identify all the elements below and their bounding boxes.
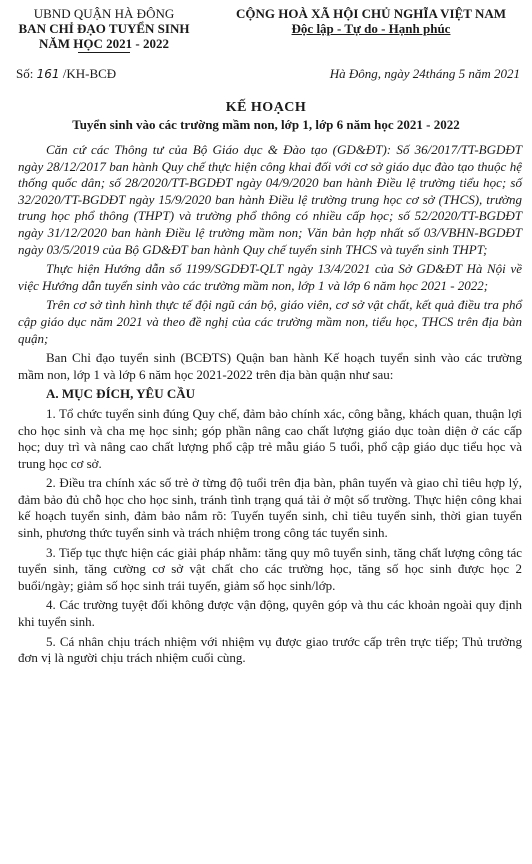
section-a-item: 1. Tổ chức tuyển sinh đúng Quy chế, đảm bảo chính xác, công bằng, khách quan, thuận lợi cho học sinh và cha mẹ học sinh; góp phần nâng cao chất lượng giáo dục toàn diện ở các cấp học; duy trì và nâng cao chất lượng phổ cập trẻ mẫu giáo 5 tuổi, phổ cập giáo dục tiểu học và trung học cơ sở. bbox=[18, 405, 522, 471]
date-day-handwritten: 24 bbox=[412, 66, 426, 81]
section-a-item: 4. Các trường tuyệt đối không được vận động, quyên góp và thu các khoản ngoài quy định khi tuyển sinh. bbox=[18, 597, 522, 630]
national-motto: Độc lập - Tự do - Hạnh phúc bbox=[291, 21, 451, 36]
doc-number-handwritten: 161 bbox=[36, 67, 60, 81]
section-a-heading: A. MỤC ĐÍCH, YÊU CẦU bbox=[46, 386, 196, 402]
document-subtitle: Tuyển sinh vào các trường mầm non, lớp 1, lớp 6 năm học 2021 - 2022 bbox=[72, 117, 460, 132]
section-a-item: 5. Cá nhân chịu trách nhiệm với nhiệm vụ được giao trước cấp trên trực tiếp; Thủ trưởng đơn vị là người chịu trách nhiệm cuối cùng. bbox=[18, 633, 522, 666]
issuing-authority bbox=[4, 6, 204, 53]
date-rest: tháng 5 năm 2021 bbox=[425, 66, 520, 81]
document-body bbox=[18, 142, 522, 670]
doc-number-prefix: Số: bbox=[16, 66, 34, 81]
section-a-item: 2. Điều tra chính xác số trẻ ở từng độ tuổi trên địa bàn, phân tuyến và giao chỉ tiêu hợp lý, đảm bảo đủ chỗ học cho học sinh, tránh tình trạng quá tải ở một số trường. Thực hiện công khai kế hoạch tuyển sinh, đảm bảo nắm rõ: Tuyến tuyển sinh, chỉ tiêu tuyển sinh, thời gian tuyển sinh, phương thức tuyển sinh và trách nhiệm trong công tác tuyển sinh. bbox=[18, 475, 522, 541]
intro-paragraph: Ban Chỉ đạo tuyển sinh (BCĐTS) Quận ban hành Kế hoạch tuyển sinh vào các trường mầm non, lớp 1 và lớp 6 năm học 2021-2022 trên địa bàn quận như sau: bbox=[18, 350, 522, 382]
national-header bbox=[210, 6, 532, 36]
doc-number-suffix: /KH-BCĐ bbox=[62, 66, 117, 81]
basis-paragraph: Thực hiện Hướng dẫn số 1199/SGDĐT-QLT ngày 13/4/2021 của Sở GD&ĐT Hà Nội về việc Hướng dẫn tuyển sinh vào các trường mầm non, lớp 1 và lớp 6 năm học 2021 - 2022; bbox=[18, 261, 522, 293]
basis-paragraph: Trên cơ sở tình hình thực tế đội ngũ cán bộ, giáo viên, cơ sở vật chất, kết quả điều tra phổ cập giáo dục năm 2021 và theo đề nghị của các trường mầm non, tiểu học, THCS trên địa bàn quận; bbox=[18, 297, 522, 346]
header-left-underline bbox=[78, 52, 130, 53]
date-place: Hà Đông, ngày bbox=[329, 66, 410, 81]
document-number bbox=[16, 66, 116, 82]
nation-name: CỘNG HOÀ XÃ HỘI CHỦ NGHĨA VIỆT NAM bbox=[235, 6, 507, 21]
basis-paragraph: Căn cứ các Thông tư của Bộ Giáo dục & Đào tạo (GD&ĐT): Số 36/2017/TT-BGDĐT ngày 28/12/2017 ban hành Quy chế thực hiện công khai đối với cơ sở giáo dục đào tạo thuộc hệ thống quốc dân; số 28/2020/TT-BGDĐT ngày 04/9/2020 ban hành Điều lệ trường tiểu học; số 32/2020/TT-BGDĐT ngày 15/9/2020 ban hành Điều lệ trường trung học cơ sở (THCS), trường trung học phổ thông (THPT) và trường phổ thông có nhiều cấp học; số 52/2020/TT-BGDĐT ngày 31/12/2020 ban hành Điều lệ trường mầm non; Văn bản hợp nhất số 03/VBHN-BGDĐT ngày 03/5/2019 của Bộ GD&ĐT ban hành Quy chế tuyển sinh THCS và tuyển sinh THPT; bbox=[18, 142, 522, 257]
section-a-item: 3. Tiếp tục thực hiện các giải pháp nhằm: tăng quy mô tuyển sinh, tăng chất lượng công tác tuyển sinh, tăng cường cơ sở vật chất cho các trường học, tăng số học sinh được học 2 buổi/ngày; giảm số học sinh trái tuyến, giảm số học sinh/lớp. bbox=[18, 544, 522, 593]
issue-date bbox=[230, 66, 520, 82]
document-title: KẾ HOẠCH bbox=[225, 100, 307, 115]
committee-name: BAN CHỈ ĐẠO TUYỂN SINH bbox=[18, 21, 190, 36]
school-year: NĂM HỌC 2021 - 2022 bbox=[39, 36, 169, 51]
district-name: UBND QUẬN HÀ ĐÔNG bbox=[33, 6, 175, 21]
